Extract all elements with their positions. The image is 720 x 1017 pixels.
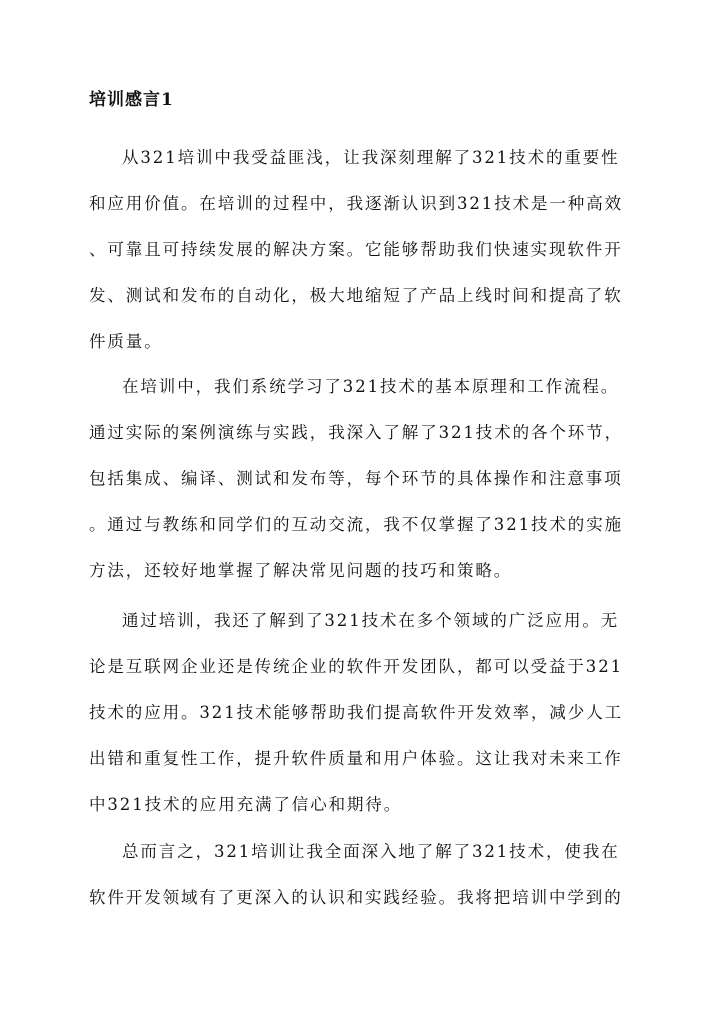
- text-line: 发、测试和发布的自动化，极大地缩短了产品上线时间和提高了软: [89, 286, 623, 305]
- text-line: 技术的应用。321技术能够帮助我们提高软件开发效率，减少人工: [89, 703, 623, 722]
- text-line: 论是互联网企业还是传统企业的软件开发团队，都可以受益于321: [89, 657, 623, 676]
- text-line: 通过培训，我还了解到了321技术在多个领域的广泛应用。无: [122, 611, 620, 630]
- text-line: 件质量。: [89, 332, 163, 351]
- text-line: 从321培训中我受益匪浅，让我深刻理解了321技术的重要性: [122, 148, 620, 167]
- paragraph-3: [89, 598, 649, 828]
- text-line: 、可靠且可持续发展的解决方案。它能够帮助我们快速实现软件开: [89, 240, 623, 259]
- text-line: 。通过与教练和同学们的互动交流，我不仅掌握了321技术的实施: [89, 515, 623, 534]
- text-line: 包括集成、编译、测试和发布等，每个环节的具体操作和注意事项: [89, 469, 623, 488]
- paragraph-1: [89, 135, 649, 365]
- text-line: 通过实际的案例演练与实践，我深入了解了321技术的各个环节，: [89, 423, 623, 442]
- paragraph-4: [89, 829, 649, 921]
- text-line: 总而言之，321培训让我全面深入地了解了321技术，使我在: [122, 842, 620, 861]
- text-line: 和应用价值。在培训的过程中，我逐渐认识到321技术是一种高效: [89, 194, 623, 213]
- text-line: 中321技术的应用充满了信心和期待。: [89, 795, 403, 814]
- document-title: 培训感言1: [89, 90, 174, 110]
- text-line: 出错和重复性工作，提升软件质量和用户体验。这让我对未来工作: [89, 749, 623, 768]
- text-line: 方法，还较好地掌握了解决常见问题的技巧和策略。: [89, 561, 513, 580]
- text-line: 在培训中，我们系统学习了321技术的基本原理和工作流程。: [122, 377, 620, 396]
- text-line: 软件开发领域有了更深入的认识和实践经验。我将把培训中学到的: [89, 888, 623, 907]
- paragraph-2: [89, 364, 649, 594]
